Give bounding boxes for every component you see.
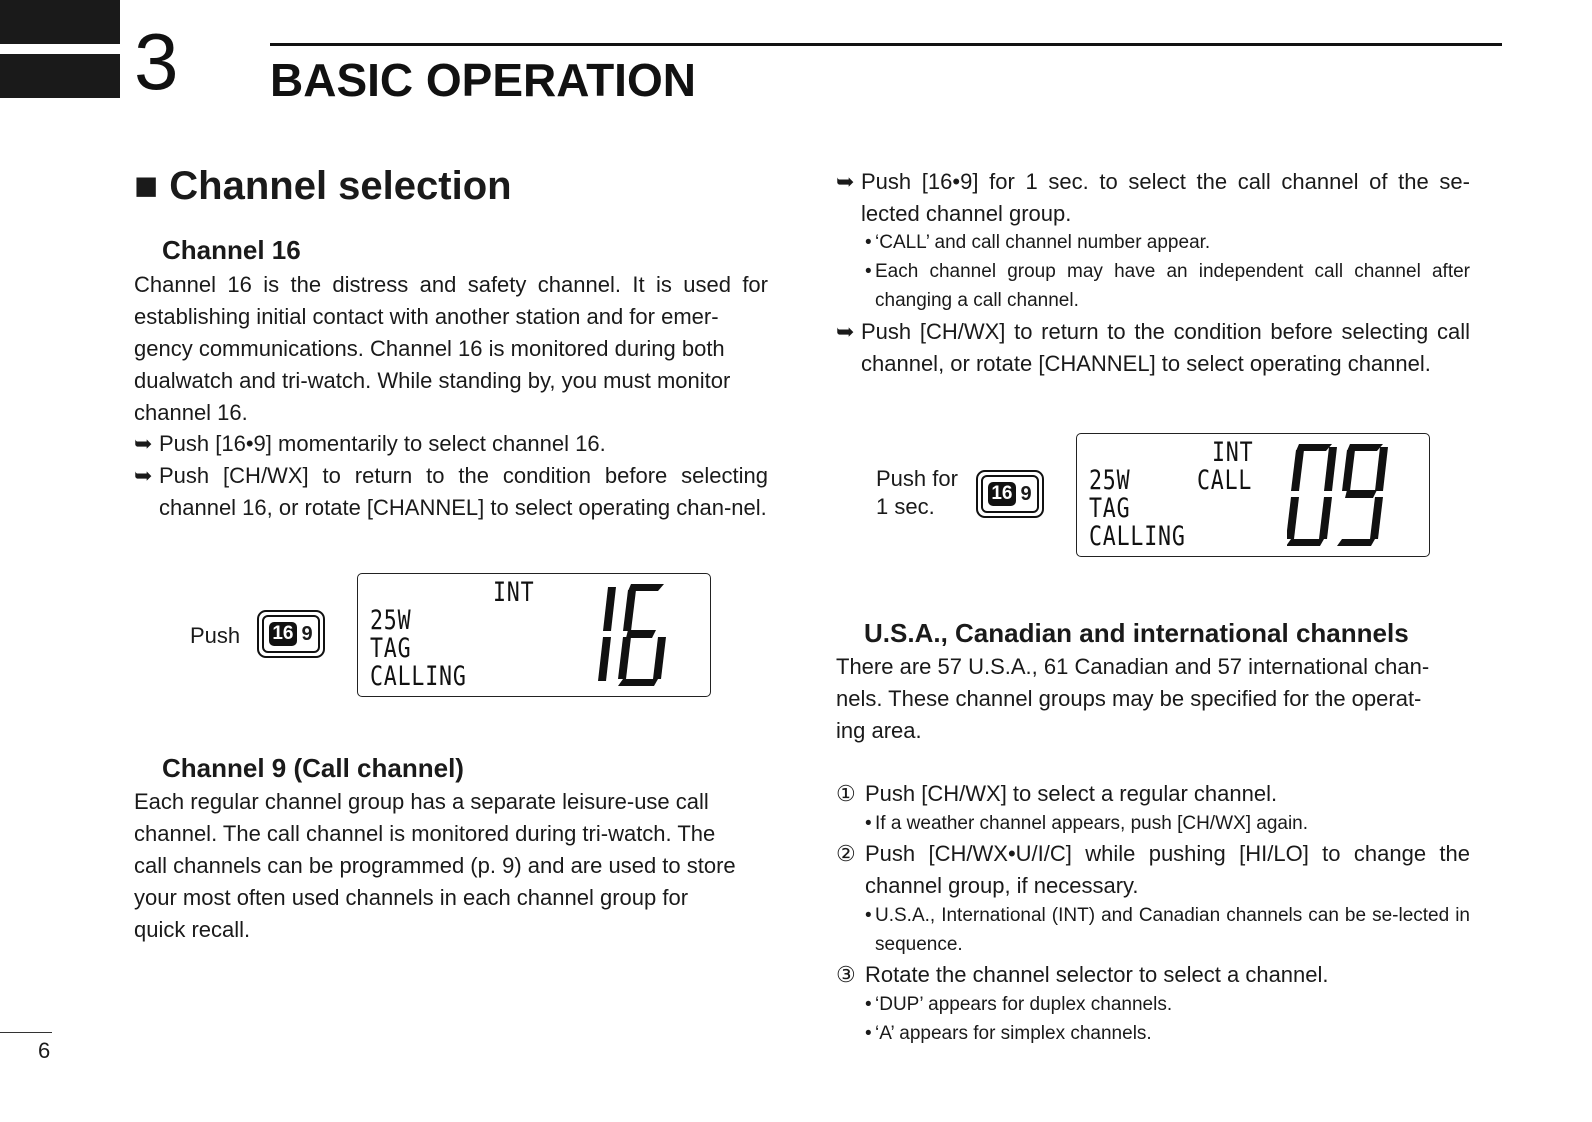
lcd-int: INT: [493, 577, 535, 608]
ch16-push-label: Push: [190, 623, 241, 648]
ch16-step-2: [134, 460, 768, 524]
bullet-icon: •: [865, 905, 872, 926]
lcd-display-ch09: [1076, 433, 1430, 557]
usa-line-1: There are 57 U.S.A., 61 Canadian and 57 international chan-: [836, 654, 1430, 679]
lcd-calling: CALLING: [1089, 521, 1186, 552]
call-step-2: [836, 316, 1470, 380]
ch16-line-4: dualwatch and tri-watch. While standing by, you must monitor: [134, 368, 731, 393]
lcd-big-channel-16: [594, 583, 674, 687]
lcd-calling: CALLING: [370, 661, 467, 692]
ch16-title: Channel 16: [162, 235, 301, 265]
chapter-tab-bar-top: [0, 0, 120, 44]
number-3-icon: ③: [836, 962, 856, 987]
lcd-big-channel-09: [1287, 443, 1397, 547]
call-note-2-text: Each channel group may have an independent call channel after changing a call channel.: [875, 261, 1470, 311]
chapter-number: 3: [134, 17, 179, 106]
usa-item-3-note-2: [865, 1019, 1470, 1048]
usa-item-2-text: Push [CH/WX•U/I/C] while pushing [HI/LO] to change the channel group, if necessary.: [865, 841, 1470, 898]
call-step-1-text: Push [16•9] for 1 sec. to select the call channel of the se-lected channel group.: [861, 169, 1470, 226]
ch9-line-3: call channels can be programmed (p. 9) and are used to store: [134, 853, 736, 878]
bullet-icon: •: [865, 1023, 872, 1044]
page-number: 6: [38, 1038, 51, 1063]
call-step-1: [836, 166, 1470, 230]
ch16-line-5: channel 16.: [134, 400, 248, 425]
ch9-paragraph: [134, 786, 768, 946]
call-note-1: [865, 228, 1470, 257]
ch16-line-3: gency communications. Channel 16 is monitored during both: [134, 336, 725, 361]
usa-item-3-note-1: [865, 990, 1470, 1019]
usa-item-3-note-2-text: ‘A’ appears for simplex channels.: [875, 1023, 1152, 1044]
usa-item-3-note-1-text: ‘DUP’ appears for duplex channels.: [875, 994, 1173, 1015]
chapter-title: BASIC OPERATION: [270, 54, 696, 106]
key-16-label: 16: [988, 482, 1015, 506]
arrow-icon: ➥: [836, 169, 855, 194]
call-push-label-2: 1 sec.: [876, 494, 935, 519]
ch9-line-2: channel. The call channel is monitored during tri-watch. The: [134, 821, 716, 846]
lcd-tag: TAG: [370, 633, 412, 664]
bullet-icon: •: [865, 813, 872, 834]
call-step-2-text: Push [CH/WX] to return to the condition before selecting call channel, or rotate [CHANNEL] to select operating channel.: [861, 319, 1470, 376]
ch9-title: Channel 9 (Call channel): [162, 753, 464, 783]
usa-item-3: [836, 959, 1470, 991]
number-1-icon: ①: [836, 781, 856, 806]
usa-item-2-note: [865, 901, 1470, 959]
page-number-rule: [0, 1032, 52, 1033]
ch9-line-4: your most often used channels in each channel group for: [134, 885, 689, 910]
lcd-power: 25W: [1089, 465, 1131, 496]
bullet-icon: •: [865, 994, 872, 1015]
lcd-display-ch16: [357, 573, 711, 697]
ch16-step-1-text: Push [16•9] momentarily to select channel 16.: [159, 431, 606, 456]
key-9-label: 9: [1020, 482, 1032, 505]
call-note-2: [865, 257, 1470, 315]
ch9-line-5: quick recall.: [134, 917, 251, 942]
usa-title: U.S.A., Canadian and international channels: [864, 618, 1409, 648]
header-rule: [270, 43, 1502, 46]
lcd-int: INT: [1212, 437, 1254, 468]
lcd-tag: TAG: [1089, 493, 1131, 524]
arrow-icon: ➥: [134, 463, 153, 488]
ch9-line-1: Each regular channel group has a separate leisure-use call: [134, 789, 709, 814]
ch16-paragraph: [134, 269, 768, 429]
call-push-label-1: Push for: [876, 466, 958, 491]
usa-item-1-note-text: If a weather channel appears, push [CH/WX] again.: [875, 813, 1309, 834]
number-2-icon: ②: [836, 841, 856, 866]
arrow-icon: ➥: [134, 431, 153, 456]
ch16-line-2: establishing initial contact with another station and for emer-: [134, 304, 719, 329]
usa-line-2: nels. These channel groups may be specified for the operat-: [836, 686, 1422, 711]
bullet-icon: •: [865, 261, 872, 282]
section-title: ■ Channel selection: [134, 164, 512, 208]
key-9-label: 9: [301, 622, 313, 645]
usa-item-3-text: Rotate the channel selector to select a channel.: [865, 962, 1329, 987]
key-16-9-button: [257, 610, 325, 658]
lcd-call: CALL: [1197, 465, 1253, 496]
arrow-icon: ➥: [836, 319, 855, 344]
bullet-icon: •: [865, 232, 872, 253]
chapter-tab-bar-bottom: [0, 54, 120, 98]
usa-item-2-note-text: U.S.A., International (INT) and Canadian channels can be se-lected in sequence.: [875, 905, 1470, 955]
ch16-step-2-text: Push [CH/WX] to return to the condition before selecting channel 16, or rotate [CHANNEL] to select operating chan-nel.: [159, 463, 768, 520]
key-16-9-button: [976, 470, 1044, 518]
call-note-1-text: ‘CALL’ and call channel number appear.: [875, 232, 1211, 253]
ch16-step-1: [134, 428, 768, 460]
usa-line-3: ing area.: [836, 718, 922, 743]
usa-item-1-text: Push [CH/WX] to select a regular channel.: [865, 781, 1278, 806]
key-16-label: 16: [269, 622, 296, 646]
usa-item-1: [836, 778, 1470, 810]
usa-paragraph: [836, 651, 1470, 747]
lcd-power: 25W: [370, 605, 412, 636]
ch16-line-1: Channel 16 is the distress and safety channel. It is used for: [134, 272, 768, 297]
usa-item-1-note: [865, 809, 1470, 838]
usa-item-2: [836, 838, 1470, 902]
